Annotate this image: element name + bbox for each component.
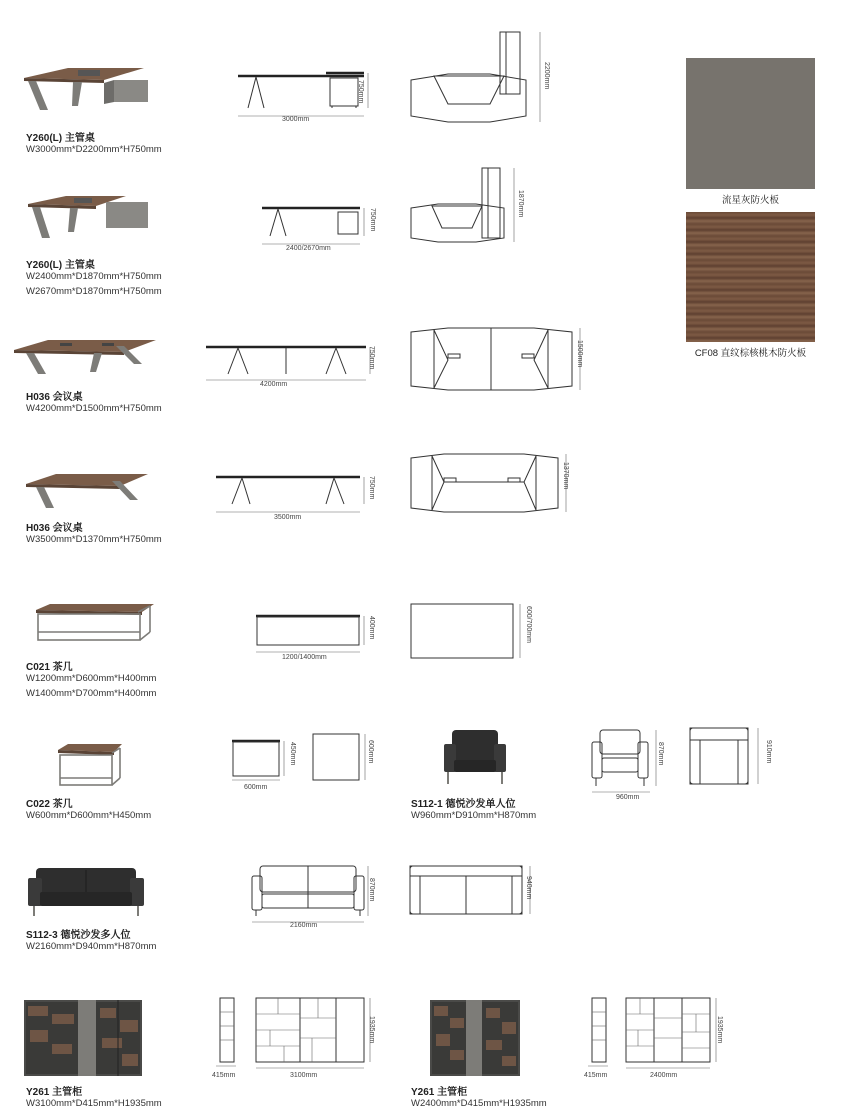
front-view-drawing xyxy=(248,864,378,926)
dimension-width: 2160mm xyxy=(290,922,318,929)
top-view-drawing xyxy=(408,326,588,394)
side-view-drawing xyxy=(214,996,246,1068)
dimension-height: 750mm xyxy=(369,208,376,232)
product-title: Y260(L) 主管桌 xyxy=(26,260,95,271)
dimension-width: 1200/1400mm xyxy=(282,654,327,661)
dimension-height: 870mm xyxy=(368,878,375,902)
top-view-drawing xyxy=(408,452,578,516)
dimension-width: 2400mm xyxy=(650,1072,678,1079)
front-view-drawing xyxy=(252,996,382,1072)
product-photo-h036-3500 xyxy=(24,468,152,514)
product-spec: W600mm*D600mm*H450mm xyxy=(26,810,152,821)
side-view-drawing xyxy=(586,996,618,1068)
product-photo-y261-2400 xyxy=(428,996,524,1080)
swatch-label: CF08 直纹棕核桃木防火板 xyxy=(694,348,807,359)
top-view-drawing xyxy=(408,602,528,662)
dimension-height: 450mm xyxy=(289,742,296,766)
dimension-width: 4200mm xyxy=(260,381,288,388)
swatch-walnut xyxy=(686,212,815,342)
top-view-drawing xyxy=(408,864,538,920)
product-title: C021 茶几 xyxy=(26,662,73,673)
dimension-depth: 1370mm xyxy=(562,462,569,490)
product-spec: W4200mm*D1500mm*H750mm xyxy=(26,403,162,414)
product-spec: W2670mm*D1870mm*H750mm xyxy=(26,286,162,297)
product-spec: W2160mm*D940mm*H870mm xyxy=(26,941,157,952)
product-title: H036 会议桌 xyxy=(26,523,83,534)
product-photo-c022 xyxy=(56,740,126,792)
dimension-width: 3500mm xyxy=(274,514,302,521)
dimension-depth: 1870mm xyxy=(517,190,524,218)
dimension-height: 870mm xyxy=(657,742,664,766)
dimension-depth: 1500mm xyxy=(576,340,583,368)
product-photo-c021 xyxy=(30,600,158,650)
dimension-width: 3100mm xyxy=(290,1072,318,1079)
product-spec: W960mm*D910mm*H870mm xyxy=(411,810,537,821)
dimension-width: 2400/2670mm xyxy=(286,245,331,252)
product-title: S112-3 德悦沙发多人位 xyxy=(26,930,131,941)
dimension-depth: 2200mm xyxy=(543,62,550,90)
product-spec: W3500mm*D1370mm*H750mm xyxy=(26,534,162,545)
product-spec: W3100mm*D415mm*H1935mm xyxy=(26,1098,162,1109)
swatch-meteor-grey xyxy=(686,58,815,189)
product-photo-y260-2400 xyxy=(22,190,152,246)
front-view-drawing xyxy=(588,728,668,794)
dimension-height: 1935mm xyxy=(716,1016,723,1044)
dimension-height: 750mm xyxy=(368,346,375,370)
product-spec: W1400mm*D700mm*H400mm xyxy=(26,688,157,699)
top-view-drawing xyxy=(408,30,548,126)
dimension-width: 960mm xyxy=(616,794,640,801)
product-title: H036 会议桌 xyxy=(26,392,83,403)
product-photo-h036-4200 xyxy=(12,332,158,380)
product-title: C022 茶几 xyxy=(26,799,73,810)
dimension-height: 750mm xyxy=(368,476,375,500)
dimension-depth: 910mm xyxy=(765,740,772,764)
dimension-width: 600mm xyxy=(244,784,268,791)
product-spec: W2400mm*D1870mm*H750mm xyxy=(26,271,162,282)
dimension-height: 400mm xyxy=(368,616,375,640)
product-spec: W2400mm*D415mm*H1935mm xyxy=(411,1098,547,1109)
product-title: Y260(L) 主管桌 xyxy=(26,133,95,144)
dimension-width: 3000mm xyxy=(282,116,310,123)
dimension-depth: 415mm xyxy=(212,1072,236,1079)
product-photo-y260-3000 xyxy=(18,58,148,116)
front-view-drawing xyxy=(254,612,374,660)
product-spec: W1200mm*D600mm*H400mm xyxy=(26,673,157,684)
dimension-height: 750mm xyxy=(357,80,364,104)
front-view-drawing xyxy=(214,472,374,520)
product-photo-s112-1 xyxy=(442,728,512,788)
front-view-drawing xyxy=(624,996,724,1072)
product-title: Y261 主管柜 xyxy=(26,1087,83,1098)
product-title: S112-1 德悦沙发单人位 xyxy=(411,799,516,810)
dimension-depth: 600/700mm xyxy=(525,606,532,643)
dimension-depth: 415mm xyxy=(584,1072,608,1079)
product-title: Y261 主管柜 xyxy=(411,1087,468,1098)
dimension-depth: 940mm xyxy=(525,876,532,900)
product-photo-s112-3 xyxy=(26,866,148,920)
dimension-height: 1935mm xyxy=(368,1016,375,1044)
top-view-drawing xyxy=(408,166,528,246)
front-view-drawing xyxy=(204,342,374,390)
swatch-label: 流星灰防火板 xyxy=(721,195,779,206)
product-spec: W3000mm*D2200mm*H750mm xyxy=(26,144,162,155)
product-photo-y261-3100 xyxy=(22,996,144,1080)
dimension-depth: 600mm xyxy=(367,740,374,764)
